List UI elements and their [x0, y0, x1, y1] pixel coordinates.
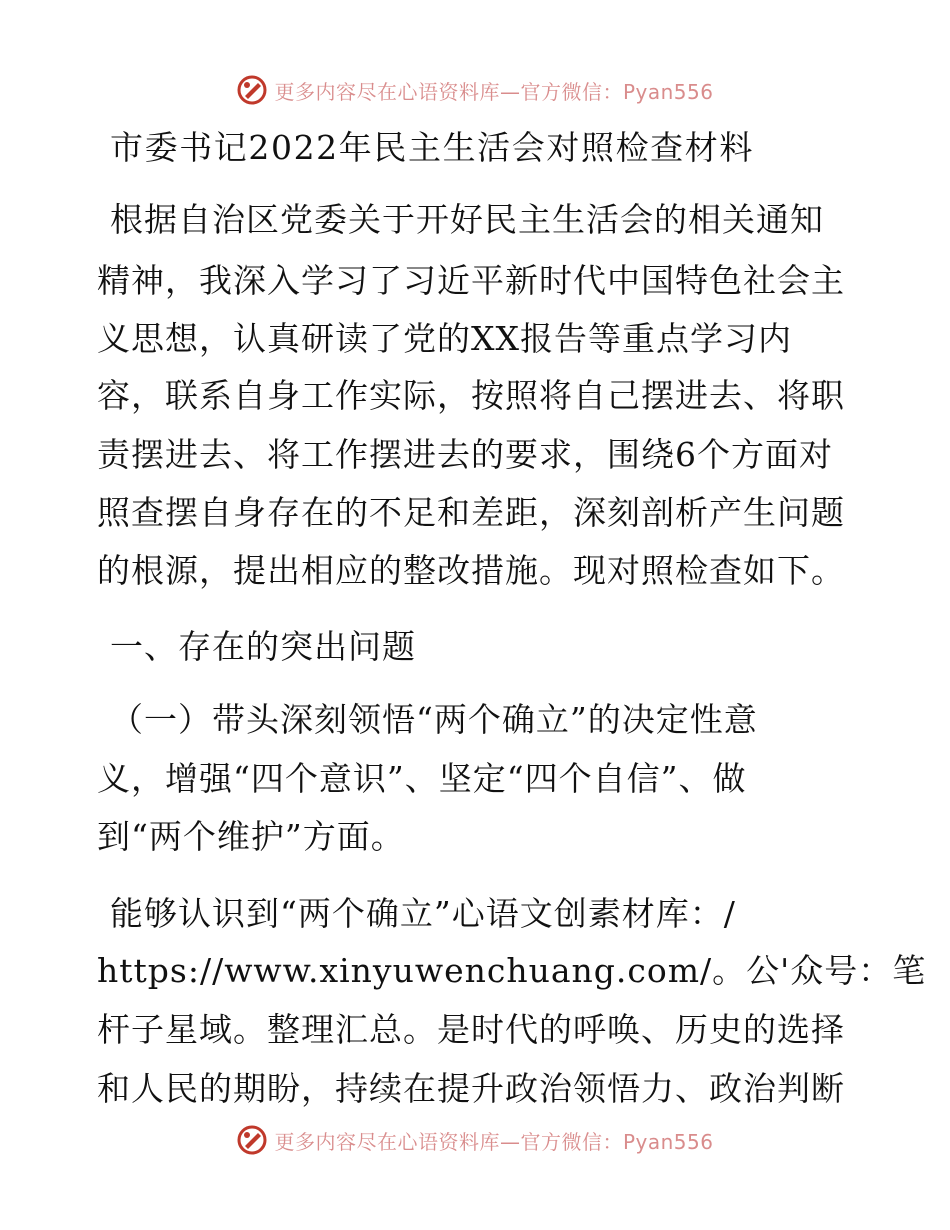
subsection-heading-line: 义，增强“四个意识”、坚定“四个自信”、做: [97, 759, 747, 798]
watermark-logo-icon: [236, 74, 268, 106]
intro-line: 根据自治区党委关于开好民主生活会的相关通知: [110, 200, 824, 239]
header-watermark: [0, 70, 950, 110]
watermark-text: 更多内容尽在心语资料库—官方微信：Pyan556: [274, 1129, 714, 1154]
intro-line: 责摆进去、将工作摆进去的要求，围绕6个方面对: [97, 435, 833, 474]
subsection-heading-line: （一）带头深刻领悟“两个确立”的决定性意: [110, 700, 758, 739]
document-title: 市委书记2022年民主生活会对照检查材料: [110, 128, 754, 167]
intro-line: 精神，我深入学习了习近平新时代中国特色社会主: [97, 261, 845, 300]
intro-line: 照查摆自身存在的不足和差距，深刻剖析产生问题: [97, 493, 845, 532]
watermark-logo-icon: [236, 1124, 268, 1156]
intro-line: 容，联系自身工作实际，按照将自己摆进去、将职: [97, 376, 845, 415]
body-line: 能够认识到“两个确立”心语文创素材库：/: [110, 894, 736, 933]
intro-line: 义思想，认真研读了党的XX报告等重点学习内: [97, 319, 792, 358]
subsection-heading-line: 到“两个维护”方面。: [97, 817, 405, 856]
footer-watermark: [0, 1120, 950, 1160]
body-line: 和人民的期盼，持续在提升政治领悟力、政治判断: [97, 1069, 845, 1108]
body-line: 杆子星域。整理汇总。是时代的呼唤、历史的选择: [97, 1010, 845, 1049]
watermark-text: 更多内容尽在心语资料库—官方微信：Pyan556: [274, 79, 714, 104]
body-line: https://www.xinyuwenchuang.com/。公'众号：笔: [97, 951, 927, 990]
section-heading: 一、存在的突出问题: [110, 627, 416, 666]
intro-line: 的根源，提出相应的整改措施。现对照检查如下。: [97, 551, 845, 590]
